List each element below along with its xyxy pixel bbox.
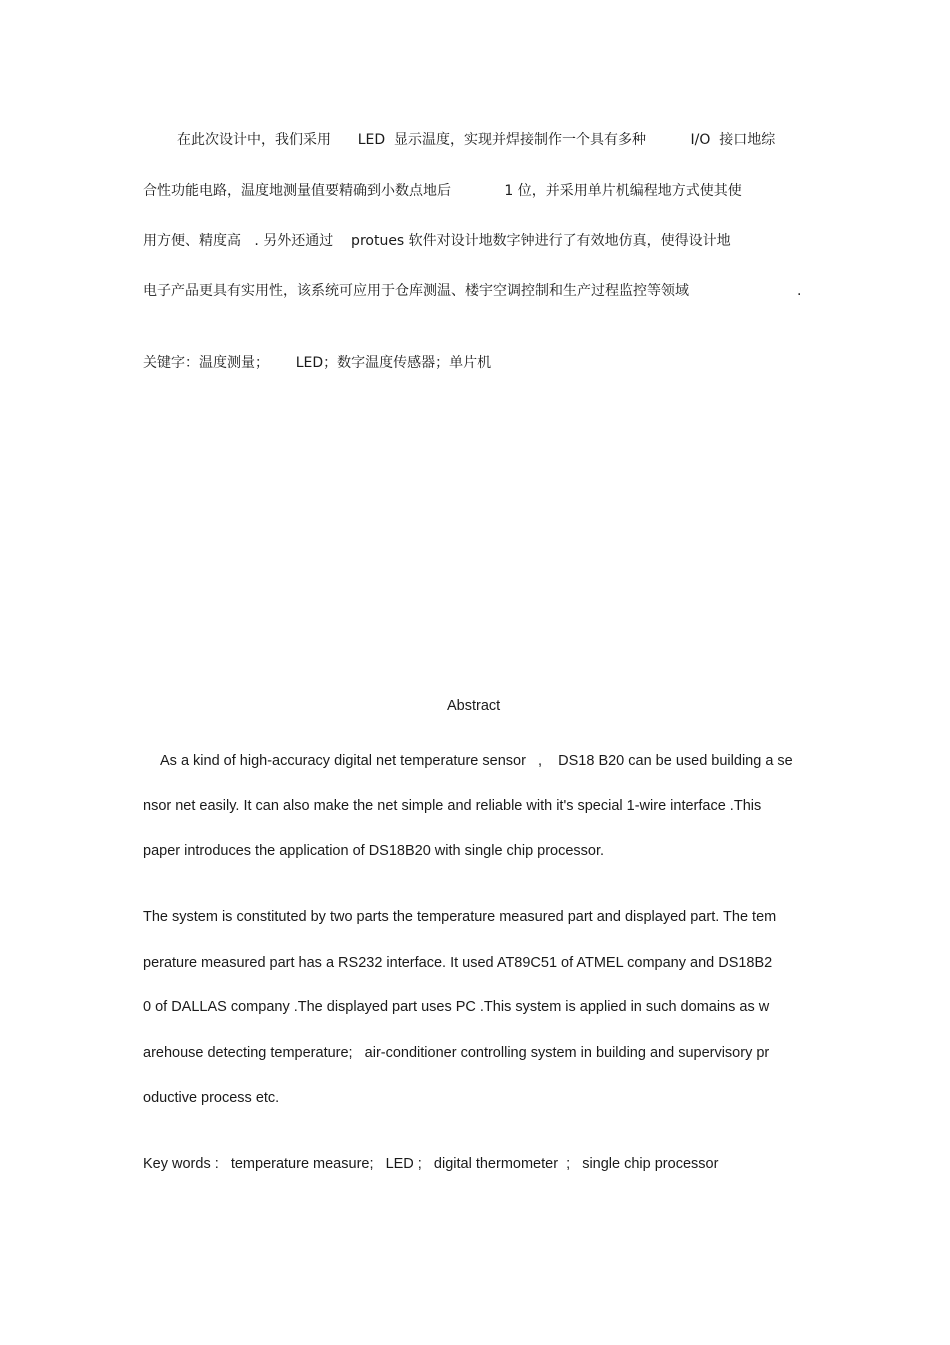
- abstract-p2-line-2: perature measured part has a RS232 interface. It used AT89C51 of ATMEL company and DS18B2: [143, 955, 773, 971]
- chinese-abstract-line-4: 电子产品更具有实用性，该系统可应用于仓库测温、楼宇空调控制和生产过程监控等领域: [143, 283, 689, 299]
- abstract-p1-line-2: nsor net easily. It can also make the net simple and reliable with it's special 1-wire interface .This: [143, 798, 762, 814]
- chinese-abstract-line-3: 用方便、精度高 . 另外还通过 protues 软件对设计地数字钟进行了有效地仿真，使得设计地: [143, 233, 731, 249]
- abstract-p1-line-3: paper introduces the application of DS18B20 with single chip processor.: [143, 843, 605, 859]
- abstract-p2-line-1: The system is constituted by two parts the temperature measured part and displayed part. The tem: [143, 909, 777, 925]
- abstract-p2-line-4: arehouse detecting temperature; air-conditioner controlling system in building and supervisory pr: [143, 1045, 770, 1061]
- abstract-p1-line-1: As a kind of high-accuracy digital net temperature sensor , DS18 B20 can be used building a se: [160, 753, 793, 769]
- chinese-abstract-line-1: 在此次设计中，我们采用 LED 显示温度，实现并焊接制作一个具有多种 I/O 接口地综: [177, 132, 776, 148]
- english-keywords: Key words : temperature measure; LED ; digital thermometer ; single chip processor: [143, 1156, 719, 1172]
- chinese-abstract-trailing-period: .: [797, 283, 802, 299]
- abstract-heading: Abstract: [447, 698, 501, 714]
- chinese-keywords: 关键字：温度测量； LED；数字温度传感器；单片机: [143, 355, 492, 371]
- chinese-abstract-line-2: 合性功能电路，温度地测量值要精确到小数点地后 1 位，并采用单片机编程地方式使其使: [143, 183, 742, 199]
- abstract-p2-line-5: oductive process etc.: [143, 1090, 280, 1106]
- abstract-p2-line-3: 0 of DALLAS company .The displayed part uses PC .This system is applied in such domains as w: [143, 999, 770, 1015]
